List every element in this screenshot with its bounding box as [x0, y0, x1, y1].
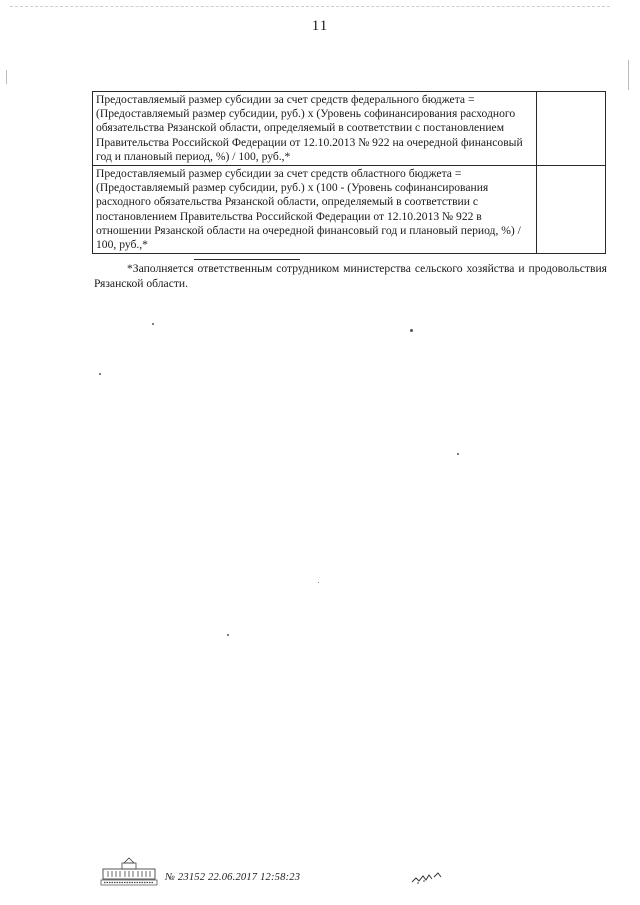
scan-speck — [227, 634, 229, 636]
registration-number: № 23152 22.06.2017 12:58:23 — [165, 872, 301, 883]
handwritten-mark-icon — [410, 868, 450, 886]
scan-speck — [457, 453, 459, 455]
scan-edge-mark — [628, 60, 629, 90]
footnote: *Заполняется ответственным сотрудником министерства сельского хозяйства и продовольствия Рязанской области. — [94, 262, 607, 290]
table-row — [93, 166, 606, 254]
registry-stamp-icon — [100, 857, 158, 887]
subsidy-table — [92, 91, 606, 254]
scan-speck — [152, 323, 154, 325]
federal-budget-formula: Предоставляемый размер субсидии за счет средств федерального бюджета = (Предоставляемый размер субсидии, руб.) х (Уровень софинансирования расходного обязательства Рязанской области, определяемый в соответствии с постановлением Правительства Российской Федерации от 12.10.2013 № 922 на очередной финансовый год и плановый период, %) / 100, руб.,* — [93, 92, 537, 166]
footnote-divider — [194, 259, 300, 260]
regional-budget-formula: Предоставляемый размер субсидии за счет средств областного бюджета = (Предоставляемый размер субсидии, руб.) х (100 - (Уровень софинансирования расходного обязательства Рязанской области, определяемый в соответствии с постановлением Правительства Российской Федерации от 12.10.2013 № 922 в отношении Рязанской области на очередной финансовый год и плановый период, %) / 100, руб.,* — [93, 166, 537, 254]
scan-speck — [99, 373, 101, 375]
federal-budget-value — [537, 92, 606, 166]
scan-edge-mark — [6, 70, 7, 84]
table-row — [93, 92, 606, 166]
scan-speck — [410, 329, 413, 332]
scan-speck — [318, 582, 319, 583]
page-number: 11 — [311, 18, 329, 34]
regional-budget-value — [537, 166, 606, 254]
